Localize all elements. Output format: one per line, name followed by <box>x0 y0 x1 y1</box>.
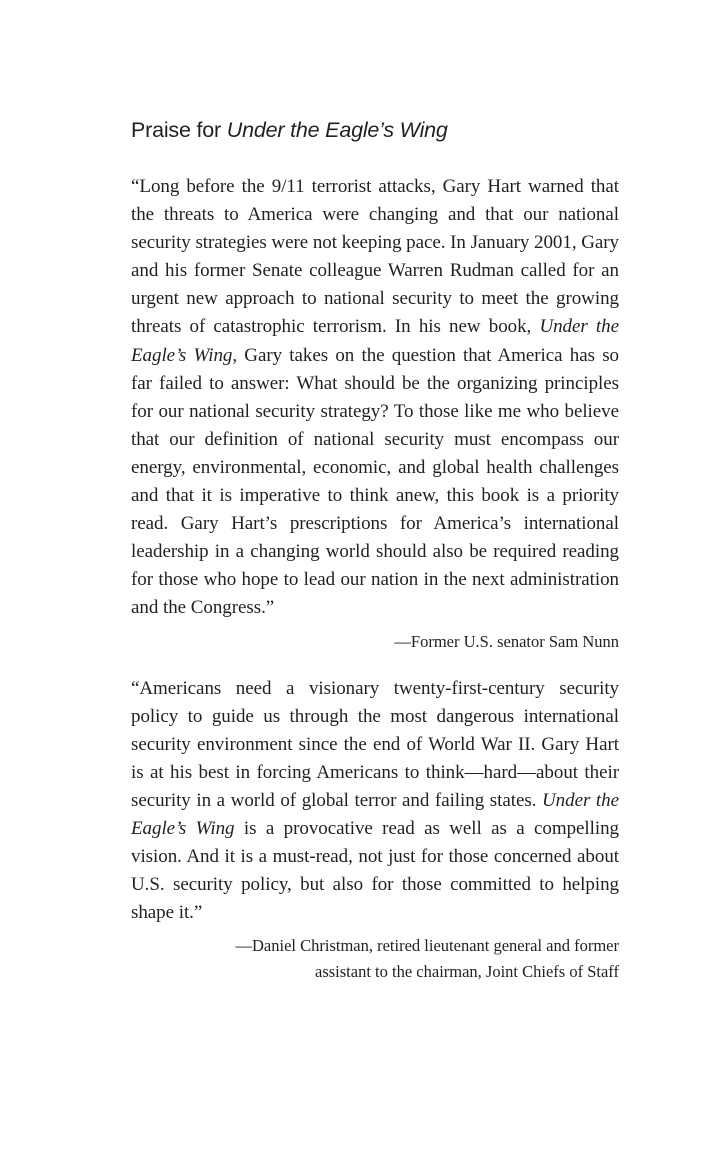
page <box>131 114 619 985</box>
attribution-line: —Daniel Christman, retired lieutenant general and former <box>235 936 619 956</box>
quote-text <box>131 675 619 928</box>
attribution-line: assistant to the chairman, Joint Chiefs of Staff <box>315 962 619 982</box>
page-heading <box>131 114 619 146</box>
praise-block-christman <box>131 675 619 986</box>
attribution-line: —Former U.S. senator Sam Nunn <box>394 631 619 651</box>
quote-text <box>131 173 619 623</box>
quote-segment: “Americans need a visionary twenty-first-century security policy to guide us through the most dangerous international security environment since the end of World War II. Gary Hart is at his best in forcing Americans to think—hard—about their security in a world of global terror and failing states. <box>131 677 619 811</box>
quote-attribution <box>131 933 619 985</box>
heading-prefix: Praise for <box>131 118 227 142</box>
quote-book-title: Under the Eagle’s Wing, <box>131 316 619 366</box>
heading-book-title: Under the Eagle’s Wing <box>226 118 448 142</box>
praise-block-nunn <box>131 173 619 655</box>
quote-attribution <box>131 629 619 655</box>
quote-segment: is a provocative read as well as a compelling vision. And it is a must-read, not just for those concerned about U.S. security policy, but also for those committed to helping shape it.” <box>131 817 619 924</box>
quote-segment: “Long before the 9/11 terrorist attacks, Gary Hart warned that the threats to America were changing and that our national security strategies were not keeping pace. In January 2001, Gary and his former Senate colleague Warren Rudman called for an urgent new approach to national security to meet the growing threats of catastrophic terrorism. In his new book, <box>131 176 619 338</box>
quote-book-title: Under the Eagle’s Wing <box>131 789 619 839</box>
quote-segment: Gary takes on the question that America has so far failed to answer: What should be the organizing principles for our national security strategy? To those like me who believe that our definition of national security must encompass our energy, environmental, economic, and global health challenges and that it is imperative to think anew, this book is a priority read. Gary Hart’s prescriptions for America’s international leadership in a changing world should also be required reading for those who hope to lead our nation in the next administration and the Congress.” <box>131 344 619 619</box>
